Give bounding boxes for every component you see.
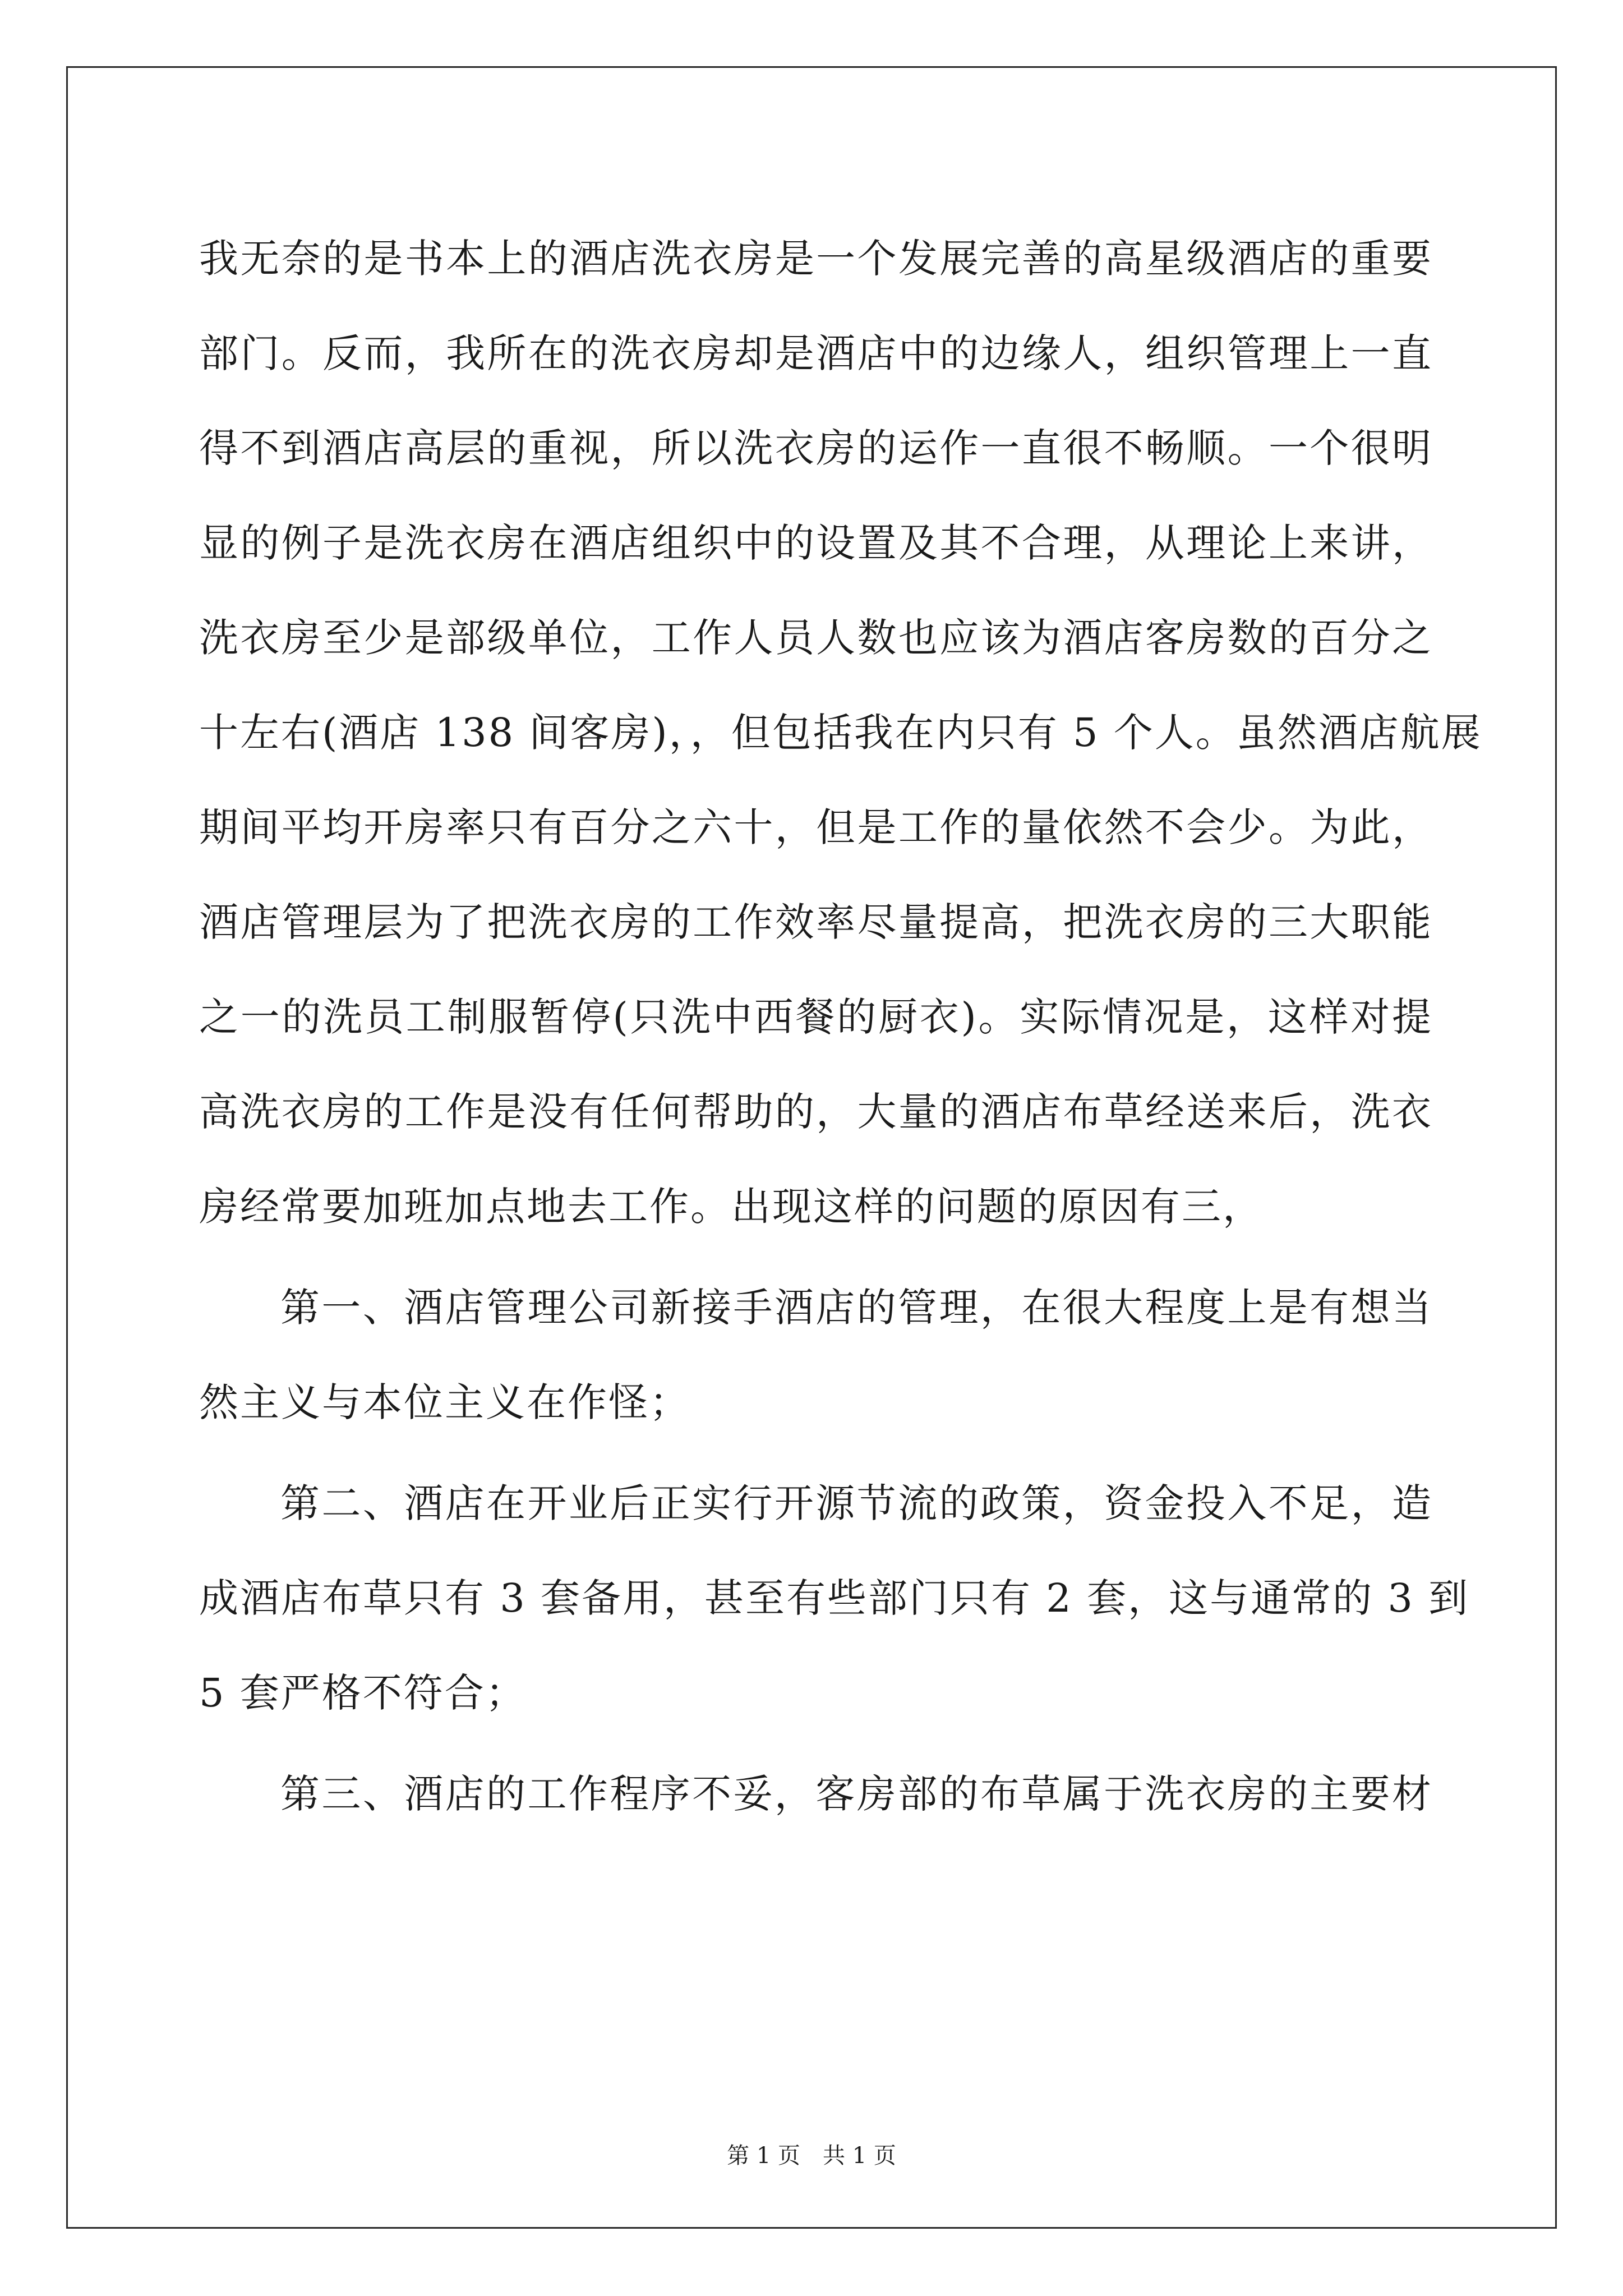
- text-line: 部门。反而，我所在的洗衣房却是酒店中的边缘人，组织管理上一直: [199, 330, 1433, 376]
- text-line: 洗衣房至少是部级单位，工作人员人数也应该为酒店客房数的百分之: [199, 615, 1433, 661]
- text-line: 第三、酒店的工作程序不妥，客房部的布草属于洗衣房的主要材: [280, 1771, 1433, 1817]
- text-line: 第一、酒店管理公司新接手酒店的管理，在很大程度上是有想当: [280, 1285, 1433, 1331]
- text-line: 十左右(酒店 138 间客房)，，但包括我在内只有 5 个人。虽然酒店航展: [199, 710, 1482, 756]
- text-line: 之一的洗员工制服暂停(只洗中西餐的厨衣)。实际情况是，这样对提: [199, 994, 1433, 1040]
- text-line: 期间平均开房率只有百分之六十，但是工作的量依然不会少。为此，: [199, 804, 1433, 850]
- text-line: 我无奈的是书本上的酒店洗衣房是一个发展完善的高星级酒店的重要: [199, 236, 1433, 282]
- text-line: 第二、酒店在开业后正实行开源节流的政策，资金投入不足，造: [280, 1480, 1433, 1526]
- text-line: 然主义与本位主义在作怪；: [199, 1379, 690, 1425]
- text-line: 5 套严格不符合；: [199, 1670, 527, 1716]
- text-line: 房经常要加班加点地去工作。出现这样的问题的原因有三，: [199, 1184, 1264, 1230]
- text-line: 酒店管理层为了把洗衣房的工作效率尽量提高，把洗衣房的三大职能: [199, 899, 1433, 945]
- text-line: 高洗衣房的工作是没有任何帮助的，大量的酒店布草经送来后，洗衣: [199, 1089, 1433, 1135]
- text-line: 成酒店布草只有 3 套备用，甚至有些部门只有 2 套，这与通常的 3 到: [199, 1575, 1470, 1621]
- text-line: 显的例子是洗衣房在酒店组织中的设置及其不合理，从理论上来讲，: [199, 520, 1433, 566]
- text-line: 得不到酒店高层的重视，所以洗衣房的运作一直很不畅顺。一个很明: [199, 425, 1433, 471]
- document-body: [199, 211, 1482, 1842]
- page-number: 第 1 页 共 1 页: [727, 2143, 896, 2169]
